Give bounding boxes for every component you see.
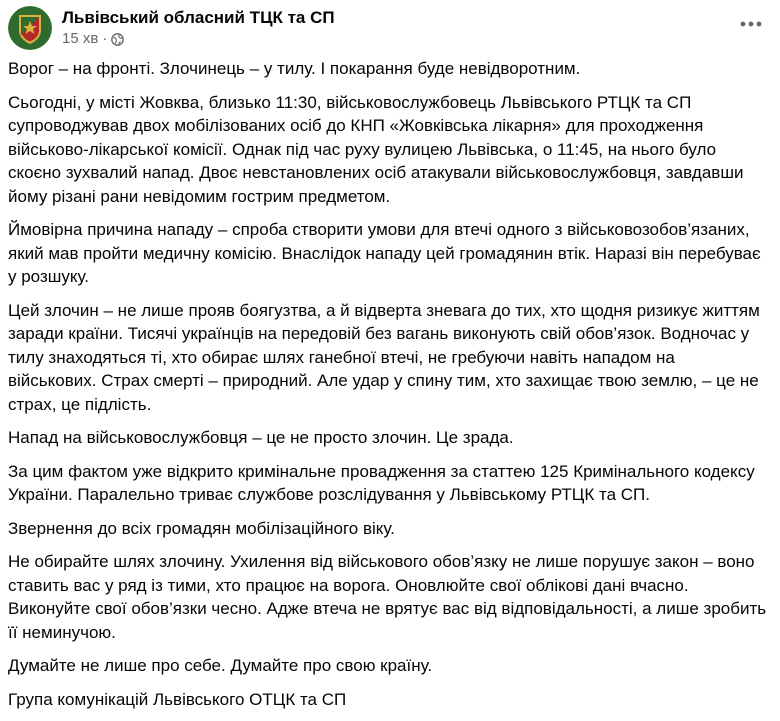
- post-paragraph-7: Звернення до всіх громадян мобілізаційного віку.: [8, 518, 395, 538]
- page-name-link[interactable]: Львівський обласний ТЦК та СП: [62, 8, 335, 27]
- post-meta: [62, 7, 335, 49]
- post-time-row: [62, 29, 335, 49]
- post-paragraph-3: Ймовірна причина нападу – спроба створити умови для втечі одного з військовозобов’язаних, який мав пройти медичну комісію. Внаслідок нападу цей громадянин втік. Наразі він перебуває у розшуку.: [8, 220, 761, 286]
- post-paragraph-5: Напад на військовослужбовця – це не просто злочин. Це зрада.: [8, 428, 514, 447]
- post-header: [8, 5, 335, 51]
- more-horizontal-icon: [740, 21, 762, 27]
- post-body: [8, 57, 768, 721]
- post-paragraph-9: Думайте не лише про себе. Думайте про свою країну.: [8, 656, 433, 675]
- meta-separator: ·: [102, 30, 108, 47]
- emblem-icon: [8, 6, 52, 50]
- more-options-button[interactable]: [734, 10, 768, 38]
- globe-icon: [111, 33, 124, 46]
- post-paragraph-2: Сьогодні, у місті Жовква, близько 11:30, військовослужбовець Львівського РТЦК та СП супроводжував двох мобілізованих осіб до КНП «Жовківська лікарня» для проходження військово-лікарської комісії. Однак під час руху вулицею Львівська, о 11:45, на нього було скоєно зухвалий напад. Двоє невстановлених осіб атакували військовослужбовця, завдавши йому різані рани невідомим гострим предметом.: [8, 92, 744, 206]
- post-paragraph-4: Цей злочин – не лише прояв боягузтва, а й відверта зневага до тих, хто щодня ризикує життям заради країни. Тисячі українців на передовій без вагань виконують свій обов’язок. Водночас у тилу знаходяться ті, хто обирає шлях ганебної втечі, не гребуючи навіть нападом на військових. Страх смерті – природний. Але удар у спину тим, хто захищає твою землю, – це не страх, це підлість.: [8, 300, 760, 414]
- post-paragraph-1: Ворог – на фронті. Злочинець – у тилу. І покарання буде невідворотним.: [8, 59, 581, 78]
- post-paragraph-8: Не обирайте шлях злочину. Ухилення від військового обов’язку не лише порушує закон – воно ставить вас у ряд із тими, хто працює на ворога. Оновлюйте свої облікові дані вчасно. Виконуйте свої обов’язки чесно. Адже втеча не врятує вас від відповідальності, а лише зробить її неминучою.: [8, 552, 767, 642]
- post-timestamp[interactable]: 15 хв: [62, 30, 99, 47]
- page-avatar[interactable]: [8, 6, 52, 50]
- post-paragraph-10: Група комунікацій Львівського ОТЦК та СП: [8, 689, 347, 709]
- post-paragraph-6: За цим фактом уже відкрито кримінальне провадження за статтею 125 Кримінального кодексу України. Паралельно триває службове розслідування у Львівському РТЦК та СП.: [8, 461, 755, 504]
